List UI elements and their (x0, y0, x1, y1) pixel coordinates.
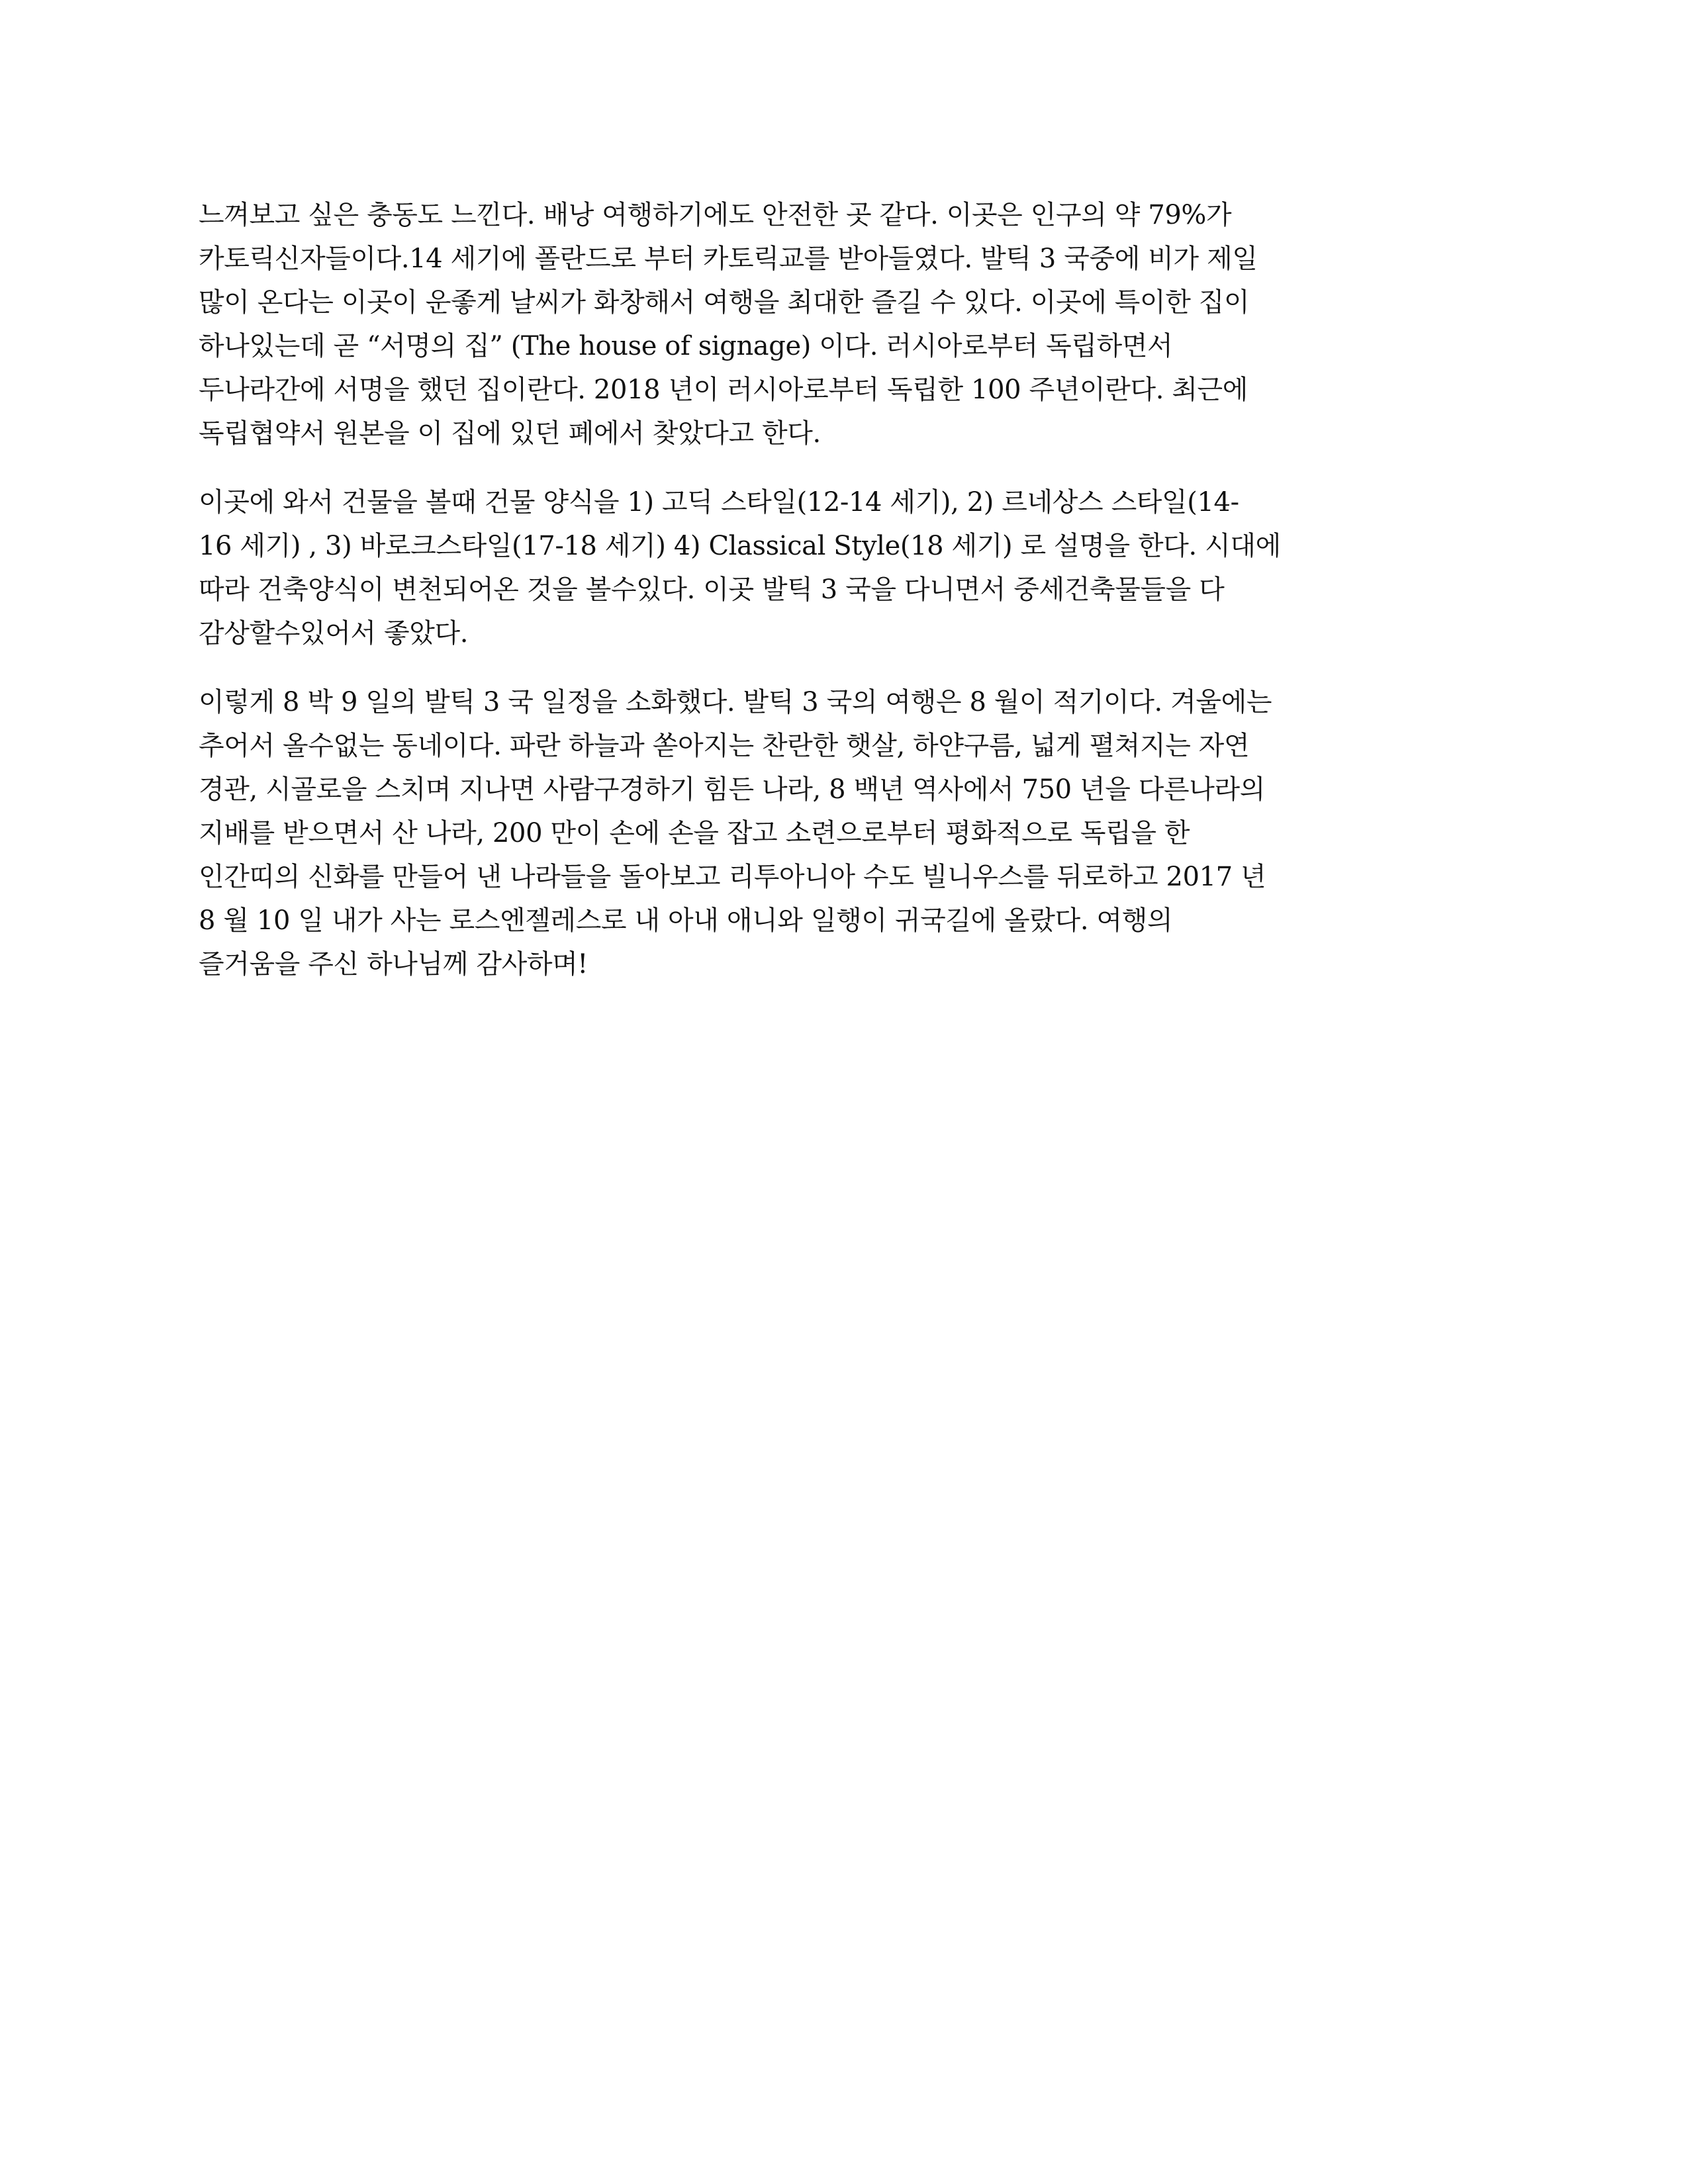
text-line: 지배를 받으면서 산 나라, 200 만이 손에 손을 잡고 소련으로부터 평화적으로 독립을 한 (199, 818, 1190, 848)
text-line: 감상할수있어서 좋았다. (199, 618, 469, 649)
paragraph-2 (199, 480, 1496, 655)
text-line: 8 월 10 일 내가 사는 로스엔젤레스로 내 아내 애니와 일행이 귀국길에 올랐다. 여행의 (199, 905, 1173, 936)
document-body (199, 193, 1496, 1011)
text-line: 추어서 올수없는 동네이다. 파란 하늘과 쏟아지는 찬란한 햇살, 하얀구름, 넓게 펼쳐지는 자연 (199, 731, 1250, 761)
text-line: 경관, 시골로을 스치며 지나면 사람구경하기 힘든 나라, 8 백년 역사에서 750 년을 다른나라의 (199, 774, 1266, 805)
text-line: 인간띠의 신화를 만들어 낸 나라들을 돌아보고 리투아니아 수도 빌니우스를 뒤로하고 2017 년 (199, 862, 1266, 892)
paragraph-3 (199, 680, 1496, 986)
text-line: 즐거움을 주신 하나님께 감사하며! (199, 949, 588, 979)
paragraph-1 (199, 193, 1496, 455)
text-line: 이렇게 8 박 9 일의 발틱 3 국 일정을 소화했다. 발틱 3 국의 여행은 8 월이 적기이다. 겨울에는 (199, 687, 1272, 717)
text-line: 따라 건축양식이 변천되어온 것을 볼수있다. 이곳 발틱 3 국을 다니면서 중세건축물들을 다 (199, 574, 1225, 605)
text-line: 독립협약서 원본을 이 집에 있던 폐에서 찾았다고 한다. (199, 418, 821, 449)
text-line: 많이 온다는 이곳이 운좋게 날씨가 화창해서 여행을 최대한 즐길 수 있다. 이곳에 특이한 집이 (199, 287, 1250, 318)
text-line: 이곳에 와서 건물을 볼때 건물 양식을 1) 고딕 스타일(12-14 세기), 2) 르네상스 스타일(14- (199, 487, 1239, 518)
text-line: 카토릭신자들이다.14 세기에 폴란드로 부터 카토릭교를 받아들였다. 발틱 3 국중에 비가 제일 (199, 244, 1258, 274)
text-line: 느껴보고 싶은 충동도 느낀다. 배낭 여행하기에도 안전한 곳 같다. 이곳은 인구의 약 79%가 (199, 200, 1232, 230)
text-line: 하나있는데 곧 “서명의 집” (The house of signage) 이다. 러시아로부터 독립하면서 (199, 331, 1173, 361)
text-line: 16 세기) , 3) 바로크스타일(17-18 세기) 4) Classical Style(18 세기) 로 설명을 한다. 시대에 (199, 531, 1281, 561)
text-line: 두나라간에 서명을 했던 집이란다. 2018 년이 러시아로부터 독립한 100 주년이란다. 최근에 (199, 375, 1248, 405)
